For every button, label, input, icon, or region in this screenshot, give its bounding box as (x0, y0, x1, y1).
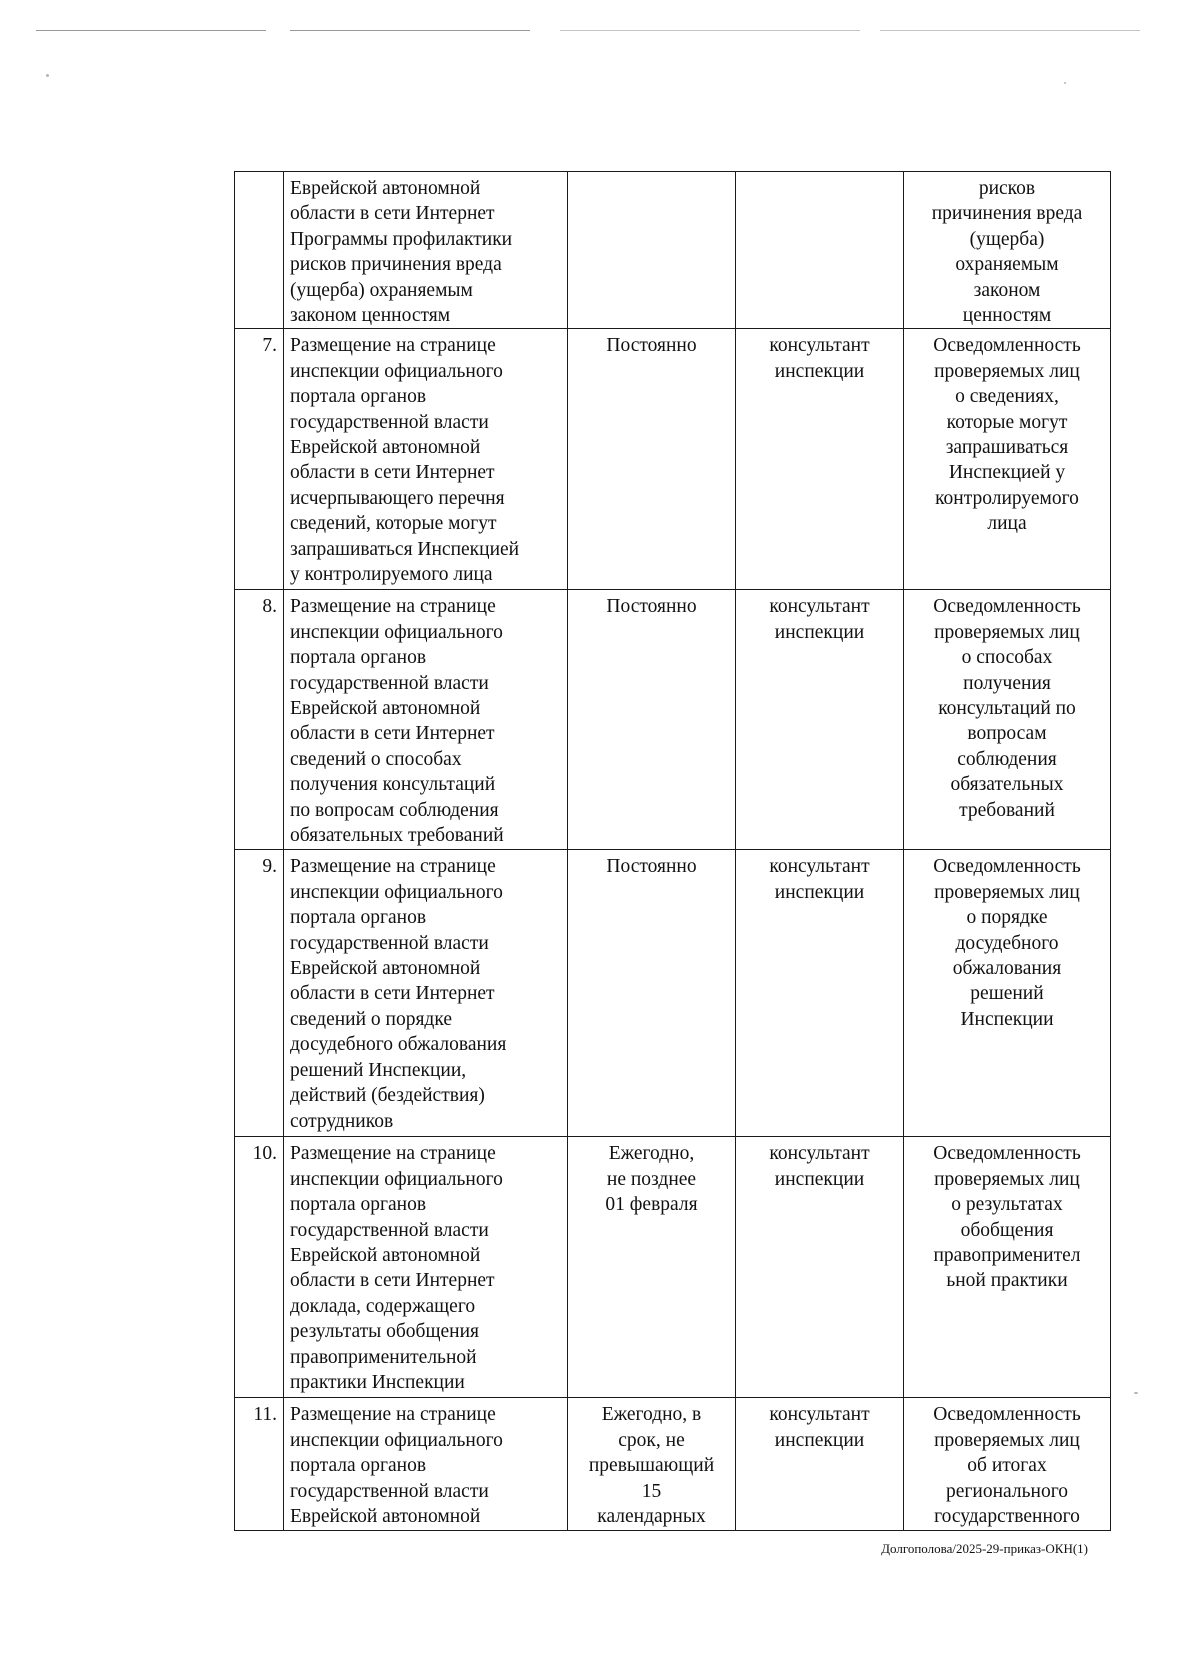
responsible-cell (736, 172, 904, 329)
action-cell: Еврейской автономной области в сети Интернет Программы профилактики рисков причинения вреда (ущерба) охраняемым законом ценностям (284, 172, 568, 329)
result-cell: рисков причинения вреда (ущерба) охраняемым законом ценностям (904, 172, 1111, 329)
term-cell (568, 172, 736, 329)
scan-speck (1064, 82, 1066, 84)
result-cell: Осведомленность проверяемых лиц о способах получения консультаций по вопросам соблюдения обязательных требований (904, 590, 1111, 850)
term-cell: Постоянно (568, 590, 736, 850)
row-number-cell: 9. (235, 850, 284, 1137)
table-row (235, 590, 1111, 850)
result-cell: Осведомленность проверяемых лиц о результатах обобщения правоприменител ьной практики (904, 1137, 1111, 1398)
row-number-cell: 8. (235, 590, 284, 850)
document-reference: Долгополова/2025-29-приказ-ОКН(1) (881, 1541, 1088, 1556)
responsible-cell: консультант инспекции (736, 1398, 904, 1531)
scan-top-line (290, 30, 530, 31)
term-cell: Постоянно (568, 850, 736, 1137)
table-row (235, 1398, 1111, 1531)
row-number-cell: 11. (235, 1398, 284, 1531)
action-cell: Размещение на странице инспекции официального портала органов государственной власти Еврейской автономной области в сети Интернет исчерпывающего перечня сведений, которые могут запрашиваться Инспекцией у контролируемого лица (284, 329, 568, 590)
scan-top-line (880, 30, 1140, 31)
result-cell: Осведомленность проверяемых лиц о сведениях, которые могут запрашиваться Инспекцией у контролируемого лица (904, 329, 1111, 590)
scan-speck (46, 74, 49, 77)
table-row (235, 329, 1111, 590)
term-cell: Ежегодно, не позднее 01 февраля (568, 1137, 736, 1398)
table-row (235, 1137, 1111, 1398)
scan-top-line (36, 30, 266, 31)
table-row (235, 172, 1111, 329)
action-cell: Размещение на странице инспекции официального портала органов государственной власти Еврейской автономной области в сети Интернет доклада, содержащего результаты обобщения правоприменительной практики Инспекции (284, 1137, 568, 1398)
term-cell: Постоянно (568, 329, 736, 590)
responsible-cell: консультант инспекции (736, 850, 904, 1137)
result-cell: Осведомленность проверяемых лиц о порядке досудебного обжалования решений Инспекции (904, 850, 1111, 1137)
action-cell: Размещение на странице инспекции официального портала органов государственной власти Еврейской автономной (284, 1398, 568, 1531)
action-cell: Размещение на странице инспекции официального портала органов государственной власти Еврейской автономной области в сети Интернет сведений о порядке досудебного обжалования решений Инспекции, действий (бездействия) сотрудников (284, 850, 568, 1137)
responsible-cell: консультант инспекции (736, 590, 904, 850)
prevention-measures-table (234, 171, 1111, 1531)
responsible-cell: консультант инспекции (736, 1137, 904, 1398)
result-cell: Осведомленность проверяемых лиц об итогах регионального государственного (904, 1398, 1111, 1531)
row-number-cell (235, 172, 284, 329)
scan-top-line (560, 30, 860, 31)
responsible-cell: консультант инспекции (736, 329, 904, 590)
table-row (235, 850, 1111, 1137)
action-cell: Размещение на странице инспекции официального портала органов государственной власти Еврейской автономной области в сети Интернет сведений о способах получения консультаций по вопросам соблюдения обязательных требований (284, 590, 568, 850)
row-number-cell: 7. (235, 329, 284, 590)
scan-speck (1134, 1392, 1138, 1394)
term-cell: Ежегодно, в срок, не превышающий 15 календарных (568, 1398, 736, 1531)
row-number-cell: 10. (235, 1137, 284, 1398)
